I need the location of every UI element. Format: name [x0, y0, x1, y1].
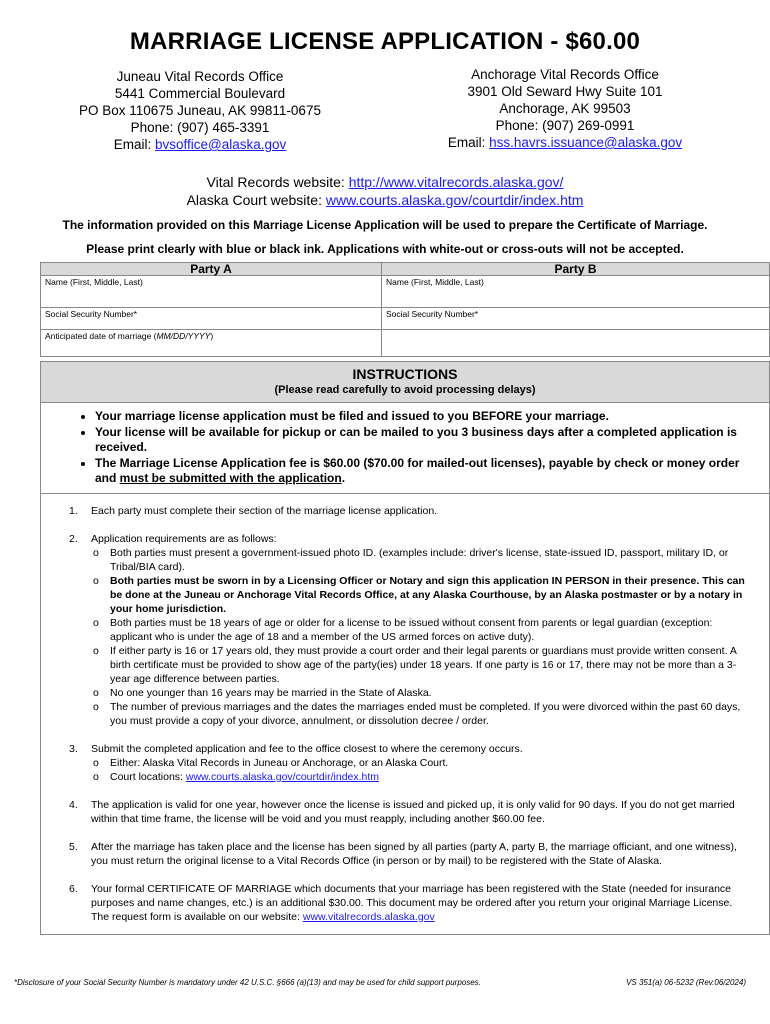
- party-b-name-label: Name (First, Middle, Last): [386, 277, 484, 287]
- step-text: Application requirements are as follows:: [91, 532, 277, 545]
- list-item-text: Both parties must be sworn in by a Licensing Officer or Notary and sign this application IN PERSON in their presence. This can be done at the Juneau or Anchorage Vital Records Office, at any Alaska Courthouse, by an Alaska postmaster or by a notary in your home jurisdiction.: [110, 574, 745, 615]
- court-website-line: [0, 191, 770, 209]
- anchorage-phone: Phone: (907) 269-0991: [495, 118, 635, 133]
- circle-bullet-icon: o: [93, 686, 99, 699]
- key-point-end: .: [341, 471, 346, 485]
- juneau-po-box: PO Box 110675 Juneau, AK 99811-0675: [79, 103, 321, 118]
- marriage-date-label-prefix: Anticipated date of marriage (: [45, 331, 157, 341]
- list-item-text: Both parties must present a government-issued photo ID. (examples include: driver's license, state-issued ID, passport, military ID, or Tribal/BIA card).: [110, 546, 729, 573]
- submission-list: [91, 756, 749, 784]
- juneau-street: 5441 Commercial Boulevard: [114, 86, 286, 101]
- list-item-text: If either party is 16 or 17 years old, they must provide a court order and their legal parents or guardians must provide written consent. A birth certificate must be provided to show age of the party(ies) under 18 years. If one party is 16 or 17, there may not be more than a 3-year age difference between parties.: [110, 644, 737, 685]
- circle-bullet-icon: o: [93, 546, 99, 559]
- party-a-name-label: Name (First, Middle, Last): [45, 277, 143, 287]
- circle-bullet-icon: o: [93, 700, 99, 713]
- vital-records-website-line: [0, 173, 770, 191]
- step-number: 3.: [69, 742, 78, 755]
- step-number: 1.: [69, 504, 78, 517]
- vital-records-website-label: Vital Records website:: [206, 174, 349, 190]
- list-item: [91, 756, 749, 770]
- step-body: [91, 742, 749, 784]
- circle-bullet-icon: o: [93, 770, 99, 783]
- step-1: [53, 504, 749, 518]
- vital-records-link[interactable]: www.vitalrecords.alaska.gov: [302, 910, 435, 923]
- circle-bullet-icon: o: [93, 756, 99, 769]
- list-item: [91, 574, 749, 616]
- list-item-text: Both parties must be 18 years of age or older for a license to be issued without consent from parents or legal guardian (exception: applicant who is under the age of 18 and a member of the US armed forces on active duty).: [110, 616, 713, 643]
- key-point: [95, 456, 755, 487]
- marriage-date-field[interactable]: [41, 330, 382, 357]
- requirements-list: [91, 546, 749, 728]
- court-website-link[interactable]: www.courts.alaska.gov/courtdir/index.htm: [325, 192, 584, 208]
- print-notice: Please print clearly with blue or black ink. Applications with white-out or cross-outs will not be accepted.: [86, 242, 684, 256]
- instructions-box: [40, 361, 770, 935]
- ssn-disclosure: *Disclosure of your Social Security Number is mandatory under 42 U.S.C. §666 (a)(13) and may be used for child support purposes.: [14, 978, 481, 987]
- list-item-text: The number of previous marriages and the dates the marriages ended must be completed. If you were divorced within the past 60 days, you must provide a copy of your divorce, annulment, or dissolution decree / order.: [110, 700, 741, 727]
- list-item-text: Either: Alaska Vital Records in Juneau or Anchorage, or an Alaska Court.: [110, 756, 449, 769]
- instructions-subtitle: (Please read carefully to avoid processing delays): [274, 384, 536, 396]
- juneau-email-line: [40, 136, 360, 153]
- list-item: [91, 616, 749, 644]
- page-footer: [14, 978, 756, 987]
- step-number: 5.: [69, 840, 78, 853]
- step-body: [91, 532, 749, 728]
- key-points-list: [41, 403, 769, 494]
- step-text: The application is valid for one year, however once the license is issued and picked up, it is only valid for 90 days. If you do not get married within that time frame, the license will be void and you must reapply, including another $60.00 fee.: [91, 798, 735, 825]
- list-item: [91, 546, 749, 574]
- juneau-office-address: [40, 68, 360, 153]
- key-point: • Your license will be available for pickup or can be mailed to you 3 business days after a completed application is received.: [95, 425, 755, 456]
- circle-bullet-icon: o: [93, 574, 99, 587]
- list-item: [91, 770, 749, 784]
- party-a-ssn-field[interactable]: [41, 308, 382, 330]
- party-b-header: Party B: [382, 263, 770, 276]
- marriage-date-label: [45, 331, 213, 341]
- vital-records-website-link[interactable]: http://www.vitalrecords.alaska.gov/: [348, 174, 564, 190]
- instructions-title: INSTRUCTIONS: [352, 366, 458, 382]
- step-4: [53, 798, 749, 826]
- court-locations-label: Court locations:: [110, 770, 186, 783]
- step-6: [53, 882, 749, 924]
- anchorage-email-line: [400, 134, 730, 151]
- party-a-header: Party A: [41, 263, 382, 276]
- step-number: 2.: [69, 532, 78, 545]
- circle-bullet-icon: o: [93, 644, 99, 657]
- info-notice: The information provided on this Marriage License Application will be used to prepare the Certificate of Marriage.: [62, 218, 708, 232]
- court-locations-link[interactable]: www.courts.alaska.gov/courtdir/index.htm: [185, 770, 380, 783]
- key-point: • Your marriage license application must be filed and issued to you BEFORE your marriage.: [95, 409, 755, 425]
- step-number: 6.: [69, 882, 78, 895]
- list-item: [91, 686, 749, 700]
- marriage-date-label-suffix: ): [210, 331, 214, 341]
- party-b-ssn-field[interactable]: [382, 308, 770, 330]
- party-b-ssn-label: Social Security Number*: [386, 309, 479, 319]
- party-a-name-field[interactable]: [41, 276, 382, 308]
- juneau-email-link[interactable]: bvsoffice@alaska.gov: [154, 137, 287, 152]
- form-id: VS 351(a) 06-5232 (Rev.06/2024): [626, 978, 746, 987]
- step-number: 4.: [69, 798, 78, 811]
- marriage-date-format: MM/DD/YYYY: [156, 331, 211, 341]
- key-point-underlined: must be submitted with the application: [119, 471, 342, 485]
- instructions-header: [41, 362, 769, 403]
- list-item-text: No one younger than 16 years may be married in the State of Alaska.: [110, 686, 432, 699]
- list-item: [91, 644, 749, 686]
- step-3: [53, 742, 749, 784]
- anchorage-office-name: Anchorage Vital Records Office: [471, 67, 659, 82]
- anchorage-email-label: Email:: [447, 135, 490, 150]
- list-item-text: [110, 770, 379, 784]
- juneau-office-name: Juneau Vital Records Office: [116, 69, 284, 84]
- key-point-text: The Marriage License Application fee is $60.00 ($70.00 for mailed-out licenses), payable by check or money order and: [95, 455, 740, 485]
- anchorage-street: 3901 Old Seward Hwy Suite 101: [467, 84, 663, 99]
- step-5: [53, 840, 749, 868]
- party-a-ssn-label: Social Security Number*: [45, 309, 138, 319]
- step-text: After the marriage has taken place and the license has been signed by all parties (party A, party B, the marriage officiant, and one witness), you must return the original license to a Vital Records Office (in person or by mail) to be registered with the State of Alaska.: [91, 840, 737, 867]
- anchorage-email-link[interactable]: hss.havrs.issuance@alaska.gov: [489, 135, 683, 150]
- empty-cell: [382, 330, 770, 357]
- court-website-label: Alaska Court website:: [186, 192, 326, 208]
- step-text: Each party must complete their section of the marriage license application.: [91, 504, 438, 517]
- website-links: [0, 173, 770, 209]
- party-info-form: [40, 262, 770, 357]
- page-title: MARRIAGE LICENSE APPLICATION - $60.00: [129, 28, 641, 55]
- party-b-name-field[interactable]: [382, 276, 770, 308]
- step-body: [91, 882, 749, 924]
- numbered-steps: [41, 494, 769, 934]
- juneau-phone: Phone: (907) 465-3391: [130, 120, 270, 135]
- step-2: [53, 532, 749, 728]
- juneau-email-label: Email:: [113, 137, 155, 152]
- anchorage-office-address: [400, 66, 730, 151]
- circle-bullet-icon: o: [93, 616, 99, 629]
- anchorage-city: Anchorage, AK 99503: [499, 101, 631, 116]
- step-text: Your formal CERTIFICATE OF MARRIAGE which documents that your marriage has been registered with the State (needed for insurance purposes and name changes, etc.) is an additional $30.00. This document may be ordered after you return your original Marriage License. The request form is available on our website:: [91, 882, 733, 923]
- list-item: [91, 700, 749, 728]
- step-text: Submit the completed application and fee to the office closest to where the ceremony occurs.: [91, 742, 523, 755]
